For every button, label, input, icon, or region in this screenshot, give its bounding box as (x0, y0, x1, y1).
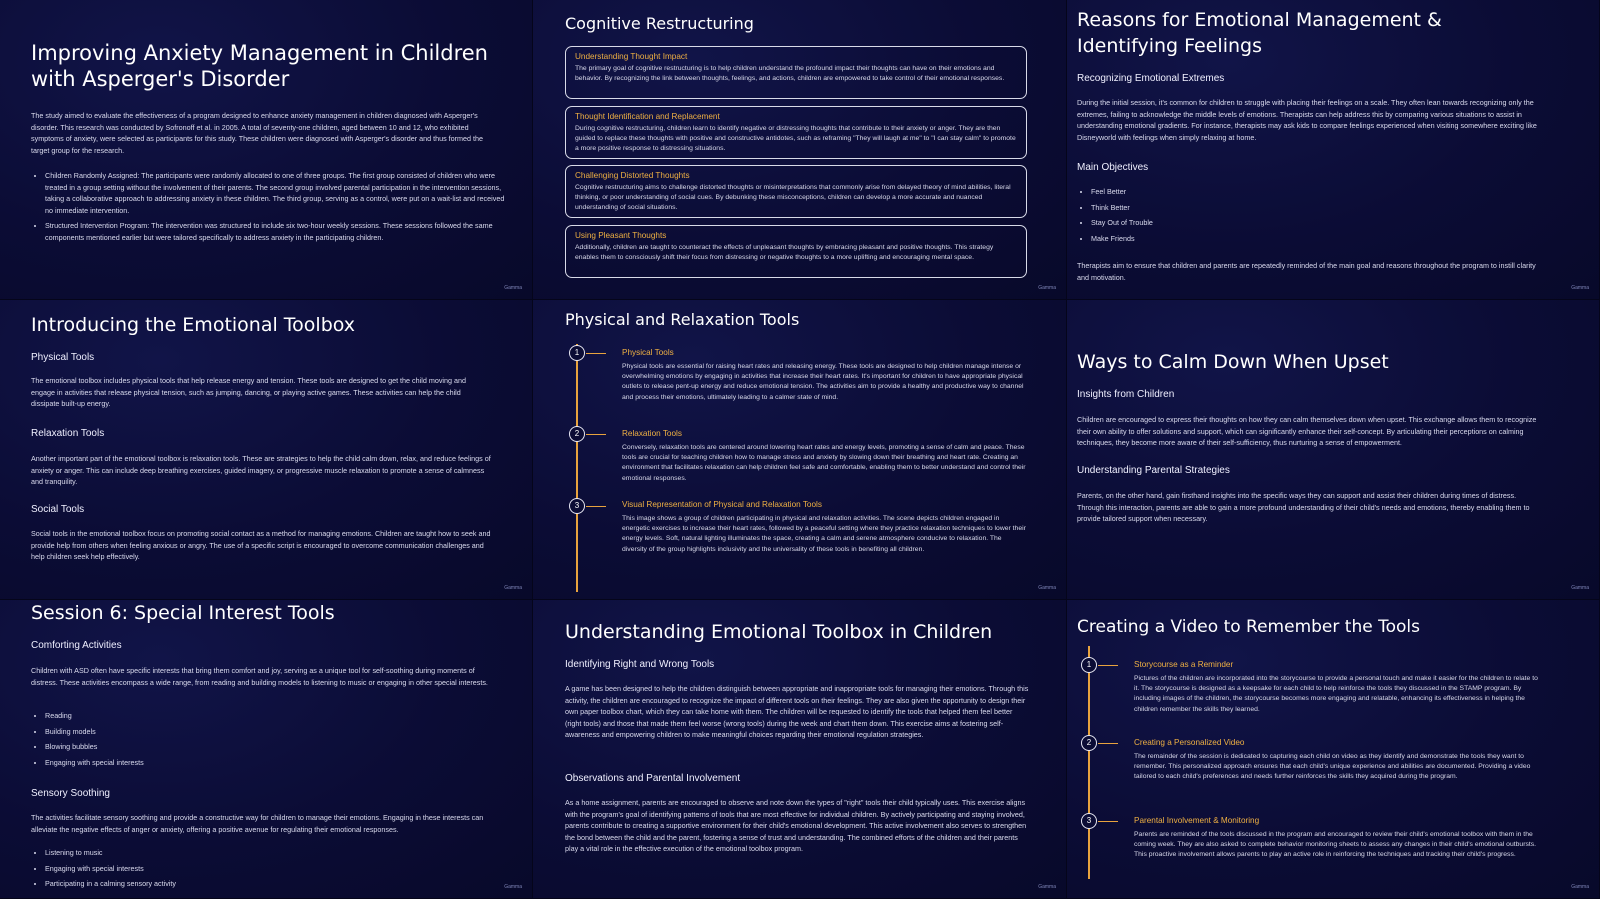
section-text: Children are encouraged to express their thoughts on how they can calm themselves down when upset. This exchange allows them to recognize their own ability to offer solutions and support, which can significantly enhance their self-concept. By articulating their perceptions on calming techniques, they become more aware of their self-sufficiency, thus nurturing a sense of empowerment. (1077, 415, 1537, 448)
slide-ways-to-calm-down[interactable] (1067, 300, 1600, 600)
step-title: Visual Representation of Physical and Relaxation Tools (622, 500, 822, 509)
step-text: Parents are reminded of the tools discussed in the program and encouraged to review their child's emotional toolbox with them in the coming week. They are also asked to complete behavior monitoring sheets to assess any changes in their child's emotional outbursts. This proactive involvement allows parents to play an active role in reinforcing the techniques and tracking their child's progress. (1134, 831, 1537, 859)
section-text: During the initial session, it's common for children to struggle with placing their feelings on a scale. They often lean towards recognizing only the extremes, failing to acknowledge the middle levels of emotions. Therapists can help address this by comparing various situations to assist in understanding emotional gradients. For instance, therapists may ask kids to compare feelings experienced when visiting somewhere exciting like Disneyworld with feelings when simply relaxing at home. (1077, 98, 1537, 142)
logo: Gamma (1571, 285, 1589, 291)
step-connector (1098, 665, 1118, 666)
slide-understanding-toolbox[interactable] (533, 600, 1067, 899)
slide-title: Reasons for Emotional Management & Identifying Feelings (1077, 9, 1442, 57)
card (565, 165, 1027, 218)
slide-emotional-management[interactable] (1067, 0, 1600, 300)
slide-cognitive-restructuring[interactable] (533, 0, 1067, 300)
slide-title: Introducing the Emotional Toolbox (31, 314, 356, 336)
slide-physical-relaxation[interactable] (533, 300, 1067, 600)
card-text: During cognitive restructuring, children learn to identify negative or distressing thoughts that contribute to their anxiety or anger. They are then guided to replace these thoughts with positive and constructive antidotes, such as reframing "They will laugh at me" to "I can stay calm" to promote a more positive response to distressing situations. (575, 125, 1016, 153)
logo: Gamma (1038, 585, 1056, 591)
slide-title: Improving Anxiety Management in Children with Asperger's Disorder (31, 41, 488, 92)
card-title: Understanding Thought Impact (575, 52, 688, 61)
step-title: Creating a Personalized Video (1134, 738, 1245, 747)
slide-title: Ways to Calm Down When Upset (1077, 351, 1389, 373)
card-title: Using Pleasant Thoughts (575, 231, 667, 240)
list-item: • Children Randomly Assigned: The participants were randomly allocated to one of three groups. The first group consisted of children who were treated in a group setting without the involvement of their parents. The second group involved parental participation in the intervention sessions, taking a collaborative approach to addressing anxiety in these children. The third group, serving as a control, were put on a wait-list and received no immediate intervention. (45, 170, 505, 216)
section-heading: Main Objectives (1077, 162, 1149, 173)
timeline-line (576, 344, 578, 592)
card (565, 46, 1027, 99)
section-heading: Physical Tools (31, 352, 95, 363)
section-text: Therapists aim to ensure that children and parents are repeatedly reminded of the main goal and reasons throughout the program to instill clarity and motivation. (1077, 261, 1536, 282)
slide-anxiety-management[interactable] (0, 0, 533, 300)
section-heading: Identifying Right and Wrong Tools (565, 659, 715, 670)
step-text: Conversely, relaxation tools are centered around lowering heart rates and energy levels, promoting a sense of calm and peace. These tools are crucial for teaching children how to manage stress and anxiety by slowing down their breathing and heart rate. Creating an environment that facilitates relaxation can help children feel safe and comfortable, enabling them to better understand and control their emotional responses. (622, 444, 1026, 482)
list-item: • Engaging with special interests (45, 863, 176, 875)
slide-special-interest-tools[interactable] (0, 600, 533, 899)
slide-title: Physical and Relaxation Tools (565, 310, 800, 329)
logo: Gamma (1038, 285, 1056, 291)
step-text: Pictures of the children are incorporated into the storycourse to provide a personal touch and make it easier for the children to relate to it. The storycourse is designed as a keepsake for each child to help reinforce the tools they discussed in the STAMP program. By including images of the children, the storycourse becomes more engaging and relatable, enhancing its effectiveness in helping the children remember the skills they learned. (1134, 675, 1538, 713)
step-title: Relaxation Tools (622, 429, 682, 438)
list-item: • Feel Better (1091, 186, 1153, 198)
objectives-list (1077, 186, 1153, 248)
step-number: 2 (1081, 735, 1097, 751)
card-title: Thought Identification and Replacement (575, 112, 720, 121)
logo: Gamma (504, 285, 522, 291)
logo: Gamma (1038, 884, 1056, 890)
slide-emotional-toolbox[interactable] (0, 300, 533, 600)
intro-paragraph: The study aimed to evaluate the effectiveness of a program designed to enhance anxiety management in children diagnosed with Asperger's disorder. This research was conducted by Sofronoff et al. in 2005. A total of seventy-one children, aged between 10 and 12, who exhibited symptoms of anxiety, were selected as participants for this study. These children were diagnosed with Asperger's disorder and thus formed the target group for the research. (31, 111, 484, 155)
step-connector (586, 353, 606, 354)
list-item: • Make Friends (1091, 233, 1153, 245)
section-text: Social tools in the emotional toolbox focus on promoting social contact as a method for managing emotions. Children are taught how to seek and provide help from others when feeling anxious or angry. The use of a specific script is encouraged to overcome communication challenges and help children seek help effectively. (31, 529, 491, 562)
slide-title: Session 6: Special Interest Tools (31, 602, 335, 624)
logo: Gamma (504, 585, 522, 591)
step-text: This image shows a group of children participating in physical and relaxation activities. The scene depicts children engaged in energetic exercises to increase their heart rates, followed by a peaceful setting where they practice relaxation techniques to lower their energy levels. Soft, natural lighting illuminates the space, creating a calm and serene atmosphere conducive to relaxation. The diversity of the group highlights inclusivity and the universality of these tools in benefiting all children. (622, 515, 1026, 553)
section-text: Another important part of the emotional toolbox is relaxation tools. These are strategies to help the child calm down, relax, and reduce feelings of anxiety or anger. This can include deep breathing exercises, guided imagery, or progressive muscle relaxation to promote a sense of calmness and tranquility. (31, 454, 491, 487)
logo: Gamma (1571, 585, 1589, 591)
section-text: The activities facilitate sensory soothing and provide a constructive way for children to manage their emotions. Engaging in these interests can alleviate the negative effects of anger or anxiety, offering a positive avenue for regulating their emotional responses. (31, 813, 484, 834)
step-number: 1 (569, 345, 585, 361)
section-heading: Comforting Activities (31, 640, 122, 651)
section-text: As a home assignment, parents are encouraged to observe and note down the types of "right" tools their child typically uses. This exercise aligns with the program's goal of identifying patterns of tools that are most effective for individual children. By actively participating and staying involved, parents contribute to creating a supportive environment for their child's emotional development. This active involvement also serves to strengthen the bond between the child and the parent, fostering a sense of trust and understanding. The combined efforts of the children and their parents play a vital role in the effective execution of the emotional toolbox program. (565, 798, 1027, 854)
list-item: • Reading (45, 710, 144, 722)
activities-list (31, 710, 144, 772)
section-heading: Understanding Parental Strategies (1077, 465, 1230, 476)
step-text: The remainder of the session is dedicated to capturing each child on video as they identify and demonstrate the tools they want to remember. This personalized approach ensures that each child's unique experience and abilities are documented. Providing a video tailored to each child's preferences and needs further reinforces the skills they acquired during the program. (1134, 753, 1531, 781)
list-item: • Structured Intervention Program: The intervention was structured to include six two-hour weekly sessions. These sessions followed the same components mentioned earlier but were tailored specifically to address anxiety in the participating children. (45, 220, 505, 243)
step-connector (586, 506, 606, 507)
slide-title: Creating a Video to Remember the Tools (1077, 617, 1420, 637)
section-heading: Observations and Parental Involvement (565, 773, 741, 784)
list-item: • Listening to music (45, 847, 176, 859)
card-title: Challenging Distorted Thoughts (575, 171, 690, 180)
card (565, 106, 1027, 159)
slide-title: Cognitive Restructuring (565, 14, 754, 33)
section-text: Children with ASD often have specific interests that bring them comfort and joy, serving as a unique tool for self-soothing during moments of distress. These activities encompass a wide range, from reading and building models to listening to music or engaging in other special interests. (31, 666, 488, 687)
soothing-list (31, 847, 176, 894)
timeline-line (1088, 646, 1090, 879)
step-connector (1098, 821, 1118, 822)
list-item: • Think Better (1091, 202, 1153, 214)
step-connector (1098, 743, 1118, 744)
list-item: • Engaging with special interests (45, 757, 144, 769)
logo: Gamma (504, 884, 522, 890)
step-number: 2 (569, 426, 585, 442)
section-text: The emotional toolbox includes physical tools that help release energy and tension. These tools are designed to get the child moving and engage in activities that release physical tension, such as jumping, dancing, or playing active games. These activities can help the child dissipate built-up energy. (31, 376, 466, 409)
step-title: Physical Tools (622, 348, 674, 357)
card (565, 225, 1027, 278)
card-text: The primary goal of cognitive restructuring is to help children understand the profound impact their thoughts can have on their emotions and behavior. By recognizing the link between thoughts, feelings, and actions, children are empowered to take control of their emotional responses. (575, 65, 1005, 83)
section-heading: Recognizing Emotional Extremes (1077, 73, 1225, 84)
logo: Gamma (1571, 884, 1589, 890)
list-item: • Blowing bubbles (45, 741, 144, 753)
list-item: • Stay Out of Trouble (1091, 217, 1153, 229)
section-heading: Sensory Soothing (31, 788, 110, 799)
slide-title: Understanding Emotional Toolbox in Children (565, 621, 993, 643)
step-number: 1 (1081, 657, 1097, 673)
card-text: Additionally, children are taught to counteract the effects of unpleasant thoughts by embracing pleasant and positive thoughts. This strategy enables them to consciously shift their focus from distressing or negative thoughts to a more uplifting and encouraging mental space. (575, 244, 994, 262)
step-title: Parental Involvement & Monitoring (1134, 816, 1260, 825)
section-text: A game has been designed to help the children distinguish between appropriate and inappropriate tools for managing their emotions. Through this activity, the children are encouraged to recognize the impact of different tools on their feelings. They are also given the opportunity to design their own paper toolbox chart, which they can take home with them. The children will be requested to identify the tools that helped them feel better (right tools) and those that made them feel worse (wrong tools) during the week and chart them down. This exercise aims at fostering self-awareness and empowering children to make meaningful choices regarding their emotional regulation strategies. (565, 684, 1029, 740)
step-number: 3 (569, 498, 585, 514)
section-heading: Relaxation Tools (31, 428, 105, 439)
step-connector (586, 434, 606, 435)
step-title: Storycourse as a Reminder (1134, 660, 1234, 669)
bullet-list (31, 170, 505, 243)
list-item: • Building models (45, 726, 144, 738)
list-item: • Participating in a calming sensory activity (45, 878, 176, 890)
card-text: Cognitive restructuring aims to challenge distorted thoughts or misinterpretations that commonly arise from delayed theory of mind abilities, literal thinking, or poor understanding of social cues. By debunking these misconceptions, children can develop a more accurate and nuanced understanding of social situations. (575, 184, 1011, 212)
step-number: 3 (1081, 813, 1097, 829)
section-text: Parents, on the other hand, gain firsthand insights into the specific ways they can support and assist their children during times of distress. Through this interaction, parents are able to gain a more profound understanding of their child's needs and emotions, thereby enabling them to provide tailored support when necessary. (1077, 491, 1530, 524)
section-heading: Social Tools (31, 504, 85, 515)
section-heading: Insights from Children (1077, 389, 1175, 400)
slide-video-tools[interactable] (1067, 600, 1600, 899)
step-text: Physical tools are essential for raising heart rates and releasing energy. These tools are designed to help children manage intense or overwhelming emotions by engaging in activities that increase their heart rates. It's important for children to have appropriate physical outlets to release pent-up energy and reduce emotional tension. The activities aim to provide a healthy and productive way to channel and process their emotions, ultimately leading to a calmer state of mind. (622, 363, 1024, 401)
